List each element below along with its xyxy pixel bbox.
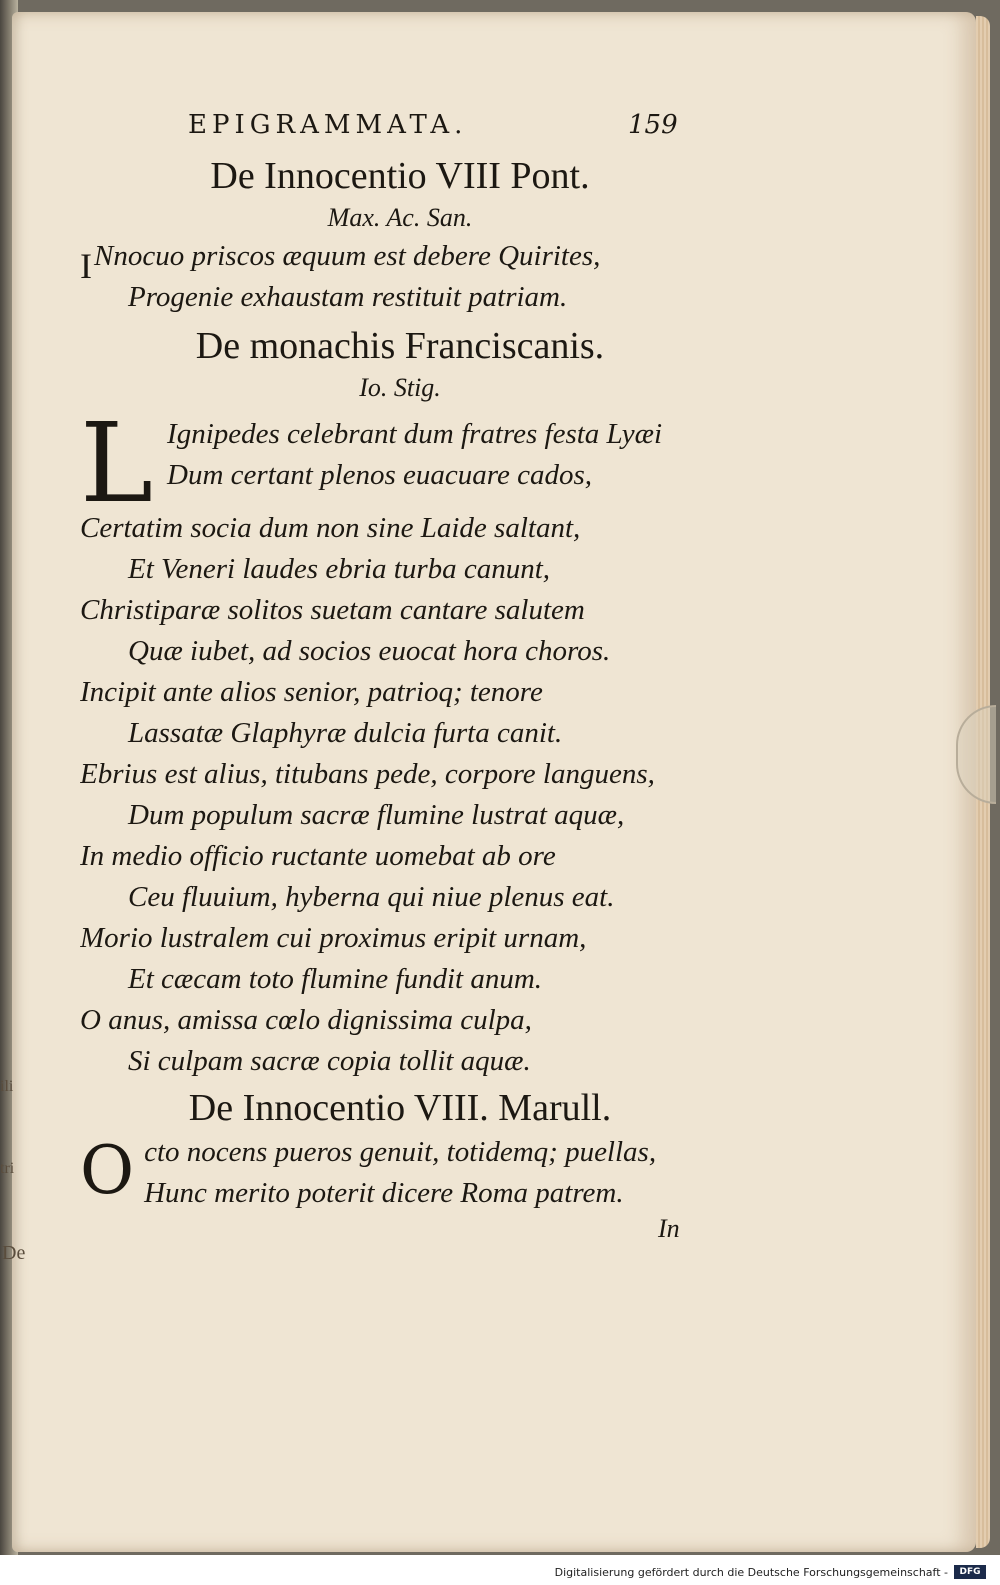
footer-bar [0,1555,1000,1585]
margin-fragment: De [2,1242,26,1264]
section-heading: De monachis Franciscanis. [195,325,605,367]
verse-line: O anus, amissa cœlo dignissima culpa, [80,1004,532,1036]
verse-line: Incipit ante alios senior, patrioq; tenore [80,676,543,708]
section-author: Max. Ac. San. [327,203,473,232]
verse-line: Et cæcam toto flumine fundit anum. [128,963,543,995]
running-head [80,110,720,152]
footer-credit: Digitalisierung gefördert durch die Deutsche Forschungsgemeinschaft - [554,1566,948,1579]
verse-line: Si culpam sacræ copia tollit aquæ. [128,1045,531,1077]
dfg-logo: DFG [954,1565,986,1579]
page-text [80,110,720,1250]
running-head-title: EPIGRAMMATA. [188,110,468,140]
section-heading: De Innocentio VIII Pont. [210,155,590,197]
verse-line: Ebrius est alius, titubans pede, corpore languens, [80,758,655,790]
verse-line: Hunc merito poterit dicere Roma patrem. [144,1177,624,1209]
verse-line: In medio officio ructante uomebat ab ore [80,840,556,872]
page-number: 159 [628,110,678,140]
verse-line: Quæ iubet, ad socios euocat hora choros. [128,635,611,667]
verse-line: Morio lustralem cui proximus eripit urnam, [80,922,587,954]
initial-letter: I [80,246,92,286]
initial-letter: O [80,1132,135,1209]
verse-line: Ignipedes celebrant dum fratres festa Lyæi [167,418,663,450]
verse-line: Et Veneri laudes ebria turba canunt, [128,553,551,585]
verse-line: I Nnocuo priscos æquum est debere Quirites, [80,240,601,286]
epigram [80,1132,720,1214]
initial-letter: L [80,414,154,527]
verse-line: Dum populum sacræ flumine lustrat aquæ, [128,799,625,831]
margin-fragment: tri [0,1160,15,1177]
margin-fragment: ili [0,1078,14,1095]
verse-line: Lassatæ Glaphyræ dulcia furta canit. [128,717,563,749]
section-author: Io. Stig. [359,373,441,402]
catchword: In [658,1214,680,1243]
verse-line: Ceu fluuium, hyberna qui niue plenus eat. [128,881,615,913]
catchword-row [80,1214,720,1250]
verse-line: Dum certant plenos euacuare cados, [167,459,593,491]
verse-line: cto nocens pueros genuit, totidemq; puellas, [144,1136,657,1168]
epigram [80,236,720,318]
verse-line: Certatim socia dum non sine Laide saltant, [80,512,581,544]
epigram [80,414,720,1082]
verse-line: Progenie exhaustam restituit patriam. [128,281,568,313]
verse-line: Christiparæ solitos suetam cantare salutem [80,594,585,626]
section-heading: De Innocentio VIII. Marull. [188,1087,612,1129]
